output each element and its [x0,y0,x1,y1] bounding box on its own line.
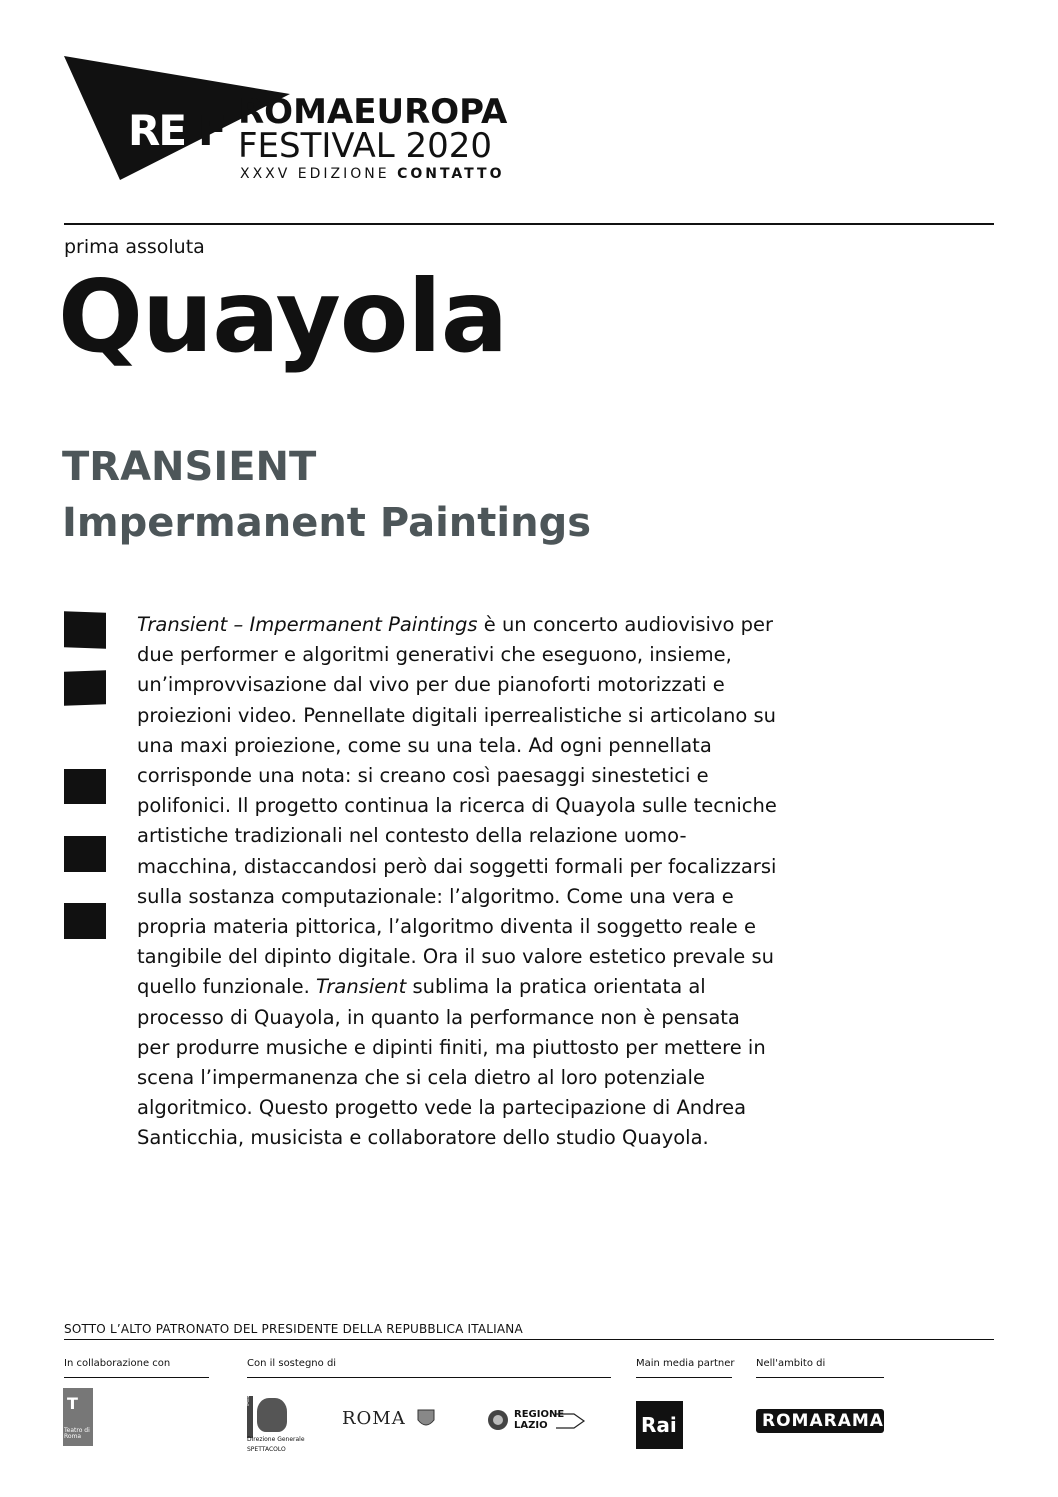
regione-lazio-logo: REGIONE LAZIO [486,1406,586,1436]
section-label-support: Con il sostegno di [247,1358,337,1369]
festival-name: ROMAEUROPA [238,92,508,132]
section-rule [756,1377,884,1378]
body-part2: sublima la pratica orientata al processo di Quayola, in quanto la performance non è pensata per produrre musiche e dipinti finiti, ma piuttosto per mettere in scena l’impermanenza che si cela dietro al loro potenziale algoritmico. Questo progetto vede la partecipazione di Andrea Santicchia, musicista e collaboratore dello studio Quayola. [137,975,766,1150]
kicker: prima assoluta [64,236,205,258]
decor-block [64,903,106,939]
work-subtitle: Impermanent Paintings [62,500,592,546]
decor-block [64,670,106,705]
festival-year: FESTIVAL 2020 [238,126,493,166]
teatro-di-roma-logo: Teatro di Roma T [63,1388,93,1446]
body-text [137,610,777,1154]
section-label-collab: In collaborazione con [64,1358,171,1369]
artist-name: Quayola [58,258,508,375]
festival-edition: XXXV EDIZIONE CONTATTO [240,166,505,182]
roma-shield-icon [416,1408,436,1430]
logo-mark-f: F [198,106,227,155]
section-label-media: Main media partner [636,1358,735,1369]
rai-logo: Rai [636,1401,683,1449]
body-italic-title: Transient – Impermanent Paintings [137,613,478,636]
work-title: TRANSIENT [62,444,317,490]
patronage-line: SOTTO L’ALTO PATRONATO DEL PRESIDENTE DELLA REPUBBLICA ITALIANA [64,1322,523,1336]
roma-capitale-logo: ROMA [342,1408,436,1430]
section-rule [636,1377,732,1378]
header-divider [64,223,994,225]
mibact-logo: MiBACT Direzione Generale SPETTACOLO [243,1379,305,1453]
decor-block [64,836,106,872]
lazio-arrow-icon [556,1408,586,1434]
footer-divider [64,1339,994,1340]
decor-block [64,769,106,804]
body-italic-2: Transient [316,975,407,999]
section-rule [247,1377,611,1378]
romarama-logo: ROMARAMA [756,1409,884,1433]
logo-mark-re: RE [128,106,186,155]
decor-block [64,611,106,648]
lazio-emblem-icon [486,1408,510,1432]
body-part1: è un concerto audiovisivo per due performer e algoritmi generativi che eseguono, insieme, un’improvvisazione dal vivo per due pianoforti motorizzati e proiezioni video. Pennellate digitali iperrealistiche si articolano su una maxi proiezione, come su una tela. Ad ogni pennellata corrisponde una nota: si creano così paesaggi sinestetici e polifonici. Il progetto continua la ricerca di Quayola sulle tecniche artistiche tradizionali nel contesto della relazione uomo-macchina, distaccandosi però dai soggetti formali per focalizzarsi sulla sostanza computazionale: l’algoritmo. Come una vera e propria materia pittorica, l’algoritmo diventa il soggetto reale e tangibile del dipinto digitale. Ora il suo valore estetico prevale su quello funzionale. [137,613,777,999]
festival-logo [62,54,542,184]
section-rule [64,1377,209,1378]
section-label-context: Nell'ambito di [756,1358,826,1369]
